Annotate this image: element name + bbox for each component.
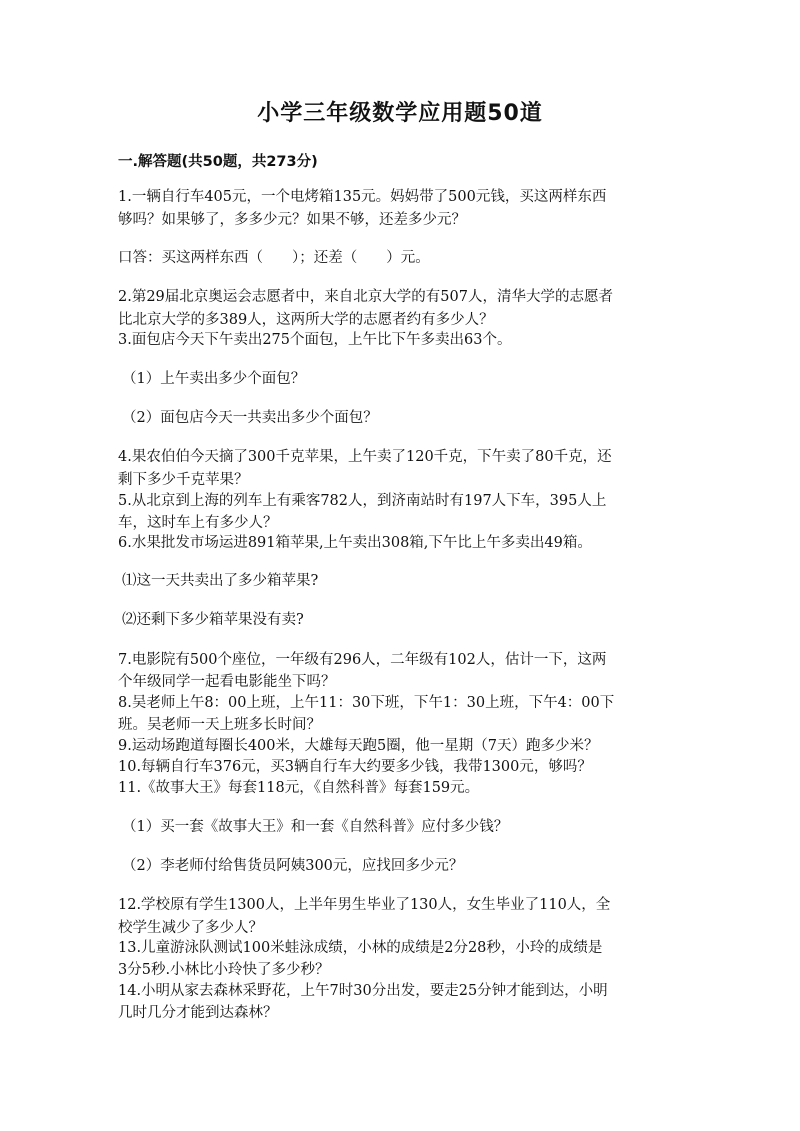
question-12-line-1: 12.学校原有学生1300人，上半年男生毕业了130人，女生毕业了110人，全: [118, 897, 611, 913]
question-12-line-2: 校学生减少了多少人？: [118, 920, 263, 936]
question-11-line-1: 11.《故事大王》每套118元，《自然科普》每套159元。: [118, 780, 480, 796]
question-6-part-2: ⑵还剩下多少箱苹果没有卖?: [122, 612, 304, 628]
question-7-line-1: 7.电影院有500个座位，一年级有296人，二年级有102人，估计一下，这两: [118, 652, 607, 668]
question-1-answer-line: 口答：买这两样东西（ ）；还差（ ）元。: [118, 250, 430, 266]
question-11-part-2: （2）李老师付给售货员阿姨300元，应找回多少元？: [122, 858, 464, 874]
question-8-line-1: 8.吴老师上午8：00上班，上午11：30下班，下午1：30上班，下午4：00下: [118, 695, 615, 711]
question-8-line-2: 班。吴老师一天上班多长时间？: [118, 717, 321, 733]
question-2-line-2: 比北京大学的多389人，这两所大学的志愿者约有多少人？: [118, 312, 494, 328]
question-14-line-1: 14.小明从家去森林采野花，上午7时30分出发，要走25分钟才能到达，小明: [118, 983, 608, 999]
question-3-line-1: 3.面包店今天下午卖出275个面包，上午比下午多卖出63个。: [118, 332, 512, 348]
question-1-line-2: 够吗？如果够了，多多少元？如果不够，还差多少元？: [118, 212, 466, 228]
question-4-line-2: 剩下多少千克苹果？: [118, 472, 249, 488]
question-1-line-1: 1.一辆自行车405元，一个电烤箱135元。妈妈带了500元钱，买这两样东西: [118, 189, 607, 205]
question-13-line-1: 13.儿童游泳队测试100米蛙泳成绩，小林的成绩是2分28秒，小玲的成绩是: [118, 940, 603, 956]
question-2-line-1: 2.第29届北京奥运会志愿者中，来自北京大学的有507人，清华大学的志愿者: [118, 289, 613, 305]
question-6-line-1: 6.水果批发市场运进891箱苹果,上午卖出308箱,下午比上午多卖出49箱。: [118, 535, 592, 551]
question-10-line-1: 10.每辆自行车376元，买3辆自行车大约要多少钱，我带1300元，够吗？: [118, 759, 592, 775]
question-3-part-1: （1）上午卖出多少个面包？: [122, 371, 306, 387]
question-14-line-2: 几时几分才能到达森林？: [118, 1005, 278, 1021]
document-title: 小学三年级数学应用题50道: [257, 101, 543, 126]
question-13-line-2: 3分5秒.小林比小玲快了多少秒？: [118, 962, 330, 978]
question-5-line-2: 车，这时车上有多少人？: [118, 515, 278, 531]
question-6-part-1: ⑴这一天共卖出了多少箱苹果?: [122, 573, 319, 589]
question-4-line-1: 4.果农伯伯今天摘了300千克苹果，上午卖了120千克，下午卖了80千克，还: [118, 449, 612, 465]
section-heading: 一.解答题(共50题，共273分): [118, 154, 318, 170]
question-3-part-2: （2）面包店今天一共卖出多少个面包？: [122, 410, 378, 426]
question-7-line-2: 个年级同学一起看电影能坐下吗？: [118, 674, 336, 690]
question-11-part-1: （1）买一套《故事大王》和一套《自然科普》应付多少钱？: [122, 819, 509, 835]
question-5-line-1: 5.从北京到上海的列车上有乘客782人，到济南站时有197人下车，395人上: [118, 493, 607, 509]
question-9-line-1: 9.运动场跑道每圈长400米，大雄每天跑5圈，他一星期（7天）跑多少米？: [118, 738, 599, 754]
